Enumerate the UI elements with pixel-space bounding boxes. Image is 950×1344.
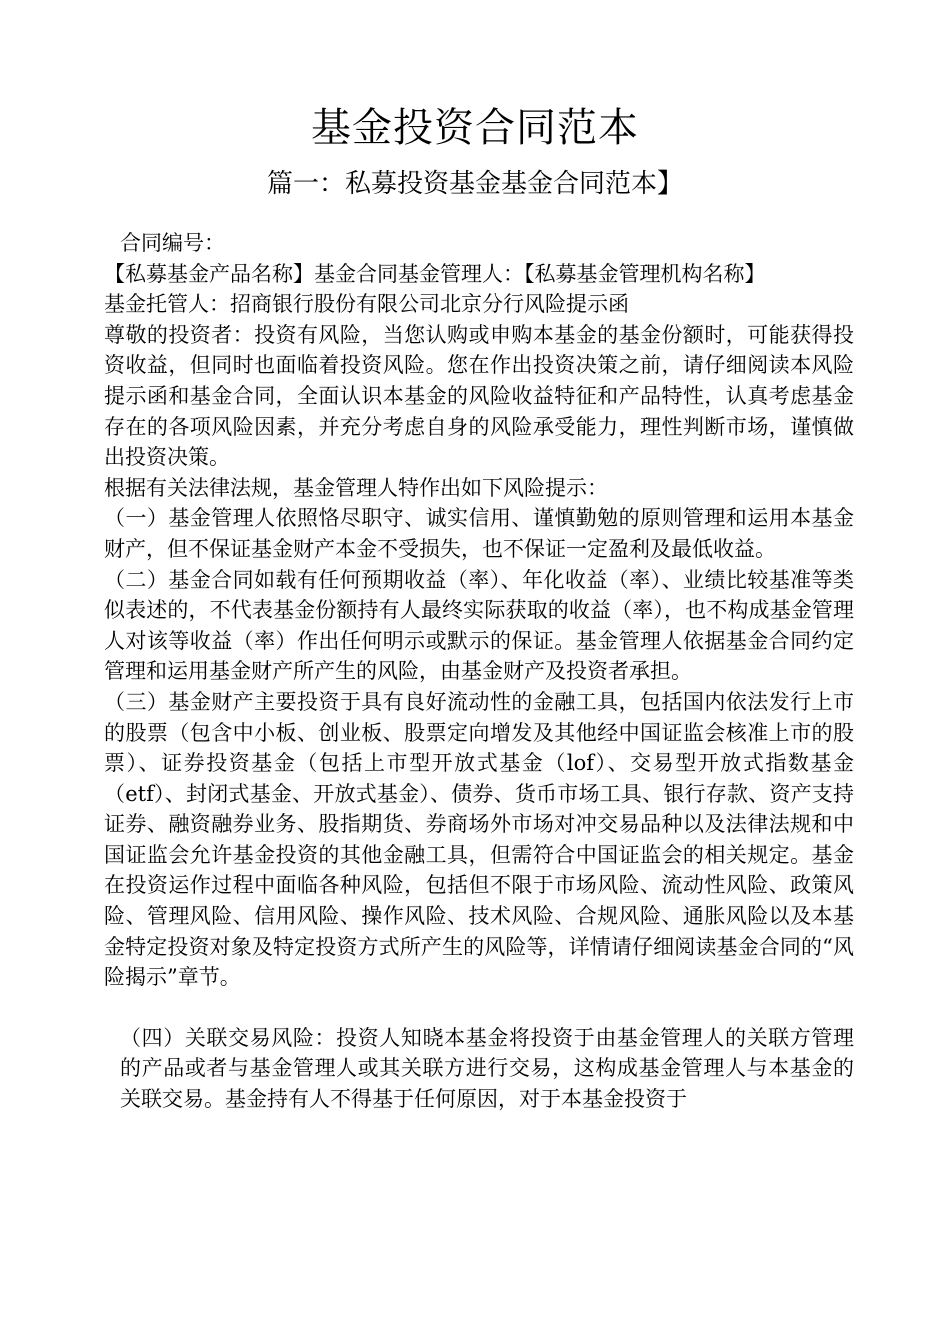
document-title: 基金投资合同范本	[311, 105, 639, 151]
document-subtitle: 篇一：私募投资基金基金合同范本】	[266, 169, 683, 199]
risk-item-3: （三）基金财产主要投资于具有良好流动性的金融工具，包括国内依法发行上市的股票（包含中小板、创业板、股票定向增发及其他经中国证监会核准上市的股票）、证券投资基金（包括上市型开放式基金（lof）、交易型开放式指数基金（etf）、封闭式基金、开放式基金）、债券、货币市场工具、银行存款、资产支持证券、融资融券业务、股指期货、券商场外市场对冲交易品种以及法律法规和中国证监会允许基金投资的其他金融工具，但需符合中国证监会的相关规定。基金在投资运作过程中面临各种风险，包括但不限于市场风险、流动性风险、政策风险、管理风险、信用风险、操作风险、技术风险、合规风险、通胀风险以及本基金特定投资对象及特定投资方式所产生的风险等，详情请仔细阅读基金合同的“风险揭示”章节。	[104, 689, 854, 990]
custodian-line: 基金托管人：招商银行股份有限公司北京分行风险提示函	[104, 292, 629, 317]
contract-number-line: 合同编号：	[120, 231, 225, 255]
risk-item-2: （二）基金合同如载有任何预期收益（率）、年化收益（率）、业绩比较基准等类似表述的，不代表基金份额持有人最终实际获取的收益（率），也不构成基金管理人对该等收益（率）作出任何明示或默示的保证。基金管理人依据基金合同约定管理和运用基金财产所产生的风险，由基金财产及投资者承担。	[104, 567, 854, 684]
fund-name-manager-line: 【私募基金产品名称】基金合同基金管理人：【私募基金管理机构名称】	[104, 261, 766, 286]
risk-item-4: （四）关联交易风险：投资人知晓本基金将投资于由基金管理人的关联方管理的产品或者与基金管理人或其关联方进行交易，这构成基金管理人与本基金的关联交易。基金持有人不得基于任何原因，对于本基金投资于	[120, 1025, 854, 1112]
risk-intro-paragraph: 根据有关法律法规，基金管理人特作出如下风险提示：	[104, 475, 608, 500]
document-body	[104, 228, 854, 1115]
investor-notice-paragraph: 尊敬的投资者：投资有风险，当您认购或申购本基金的基金份额时，可能获得投资收益，但同时也面临着投资风险。您在作出投资决策之前，请仔细阅读本风险提示函和基金合同，全面认识本基金的风险收益特征和产品特性，认真考虑基金存在的各项风险因素，并充分考虑自身的风险承受能力，理性判断市场，谨慎做出投资决策。	[104, 322, 854, 470]
risk-item-1: （一）基金管理人依照恪尽职守、诚实信用、谨慎勤勉的原则管理和运用本基金财产，但不保证基金财产本金不受损失，也不保证一定盈利及最低收益。	[104, 506, 854, 561]
